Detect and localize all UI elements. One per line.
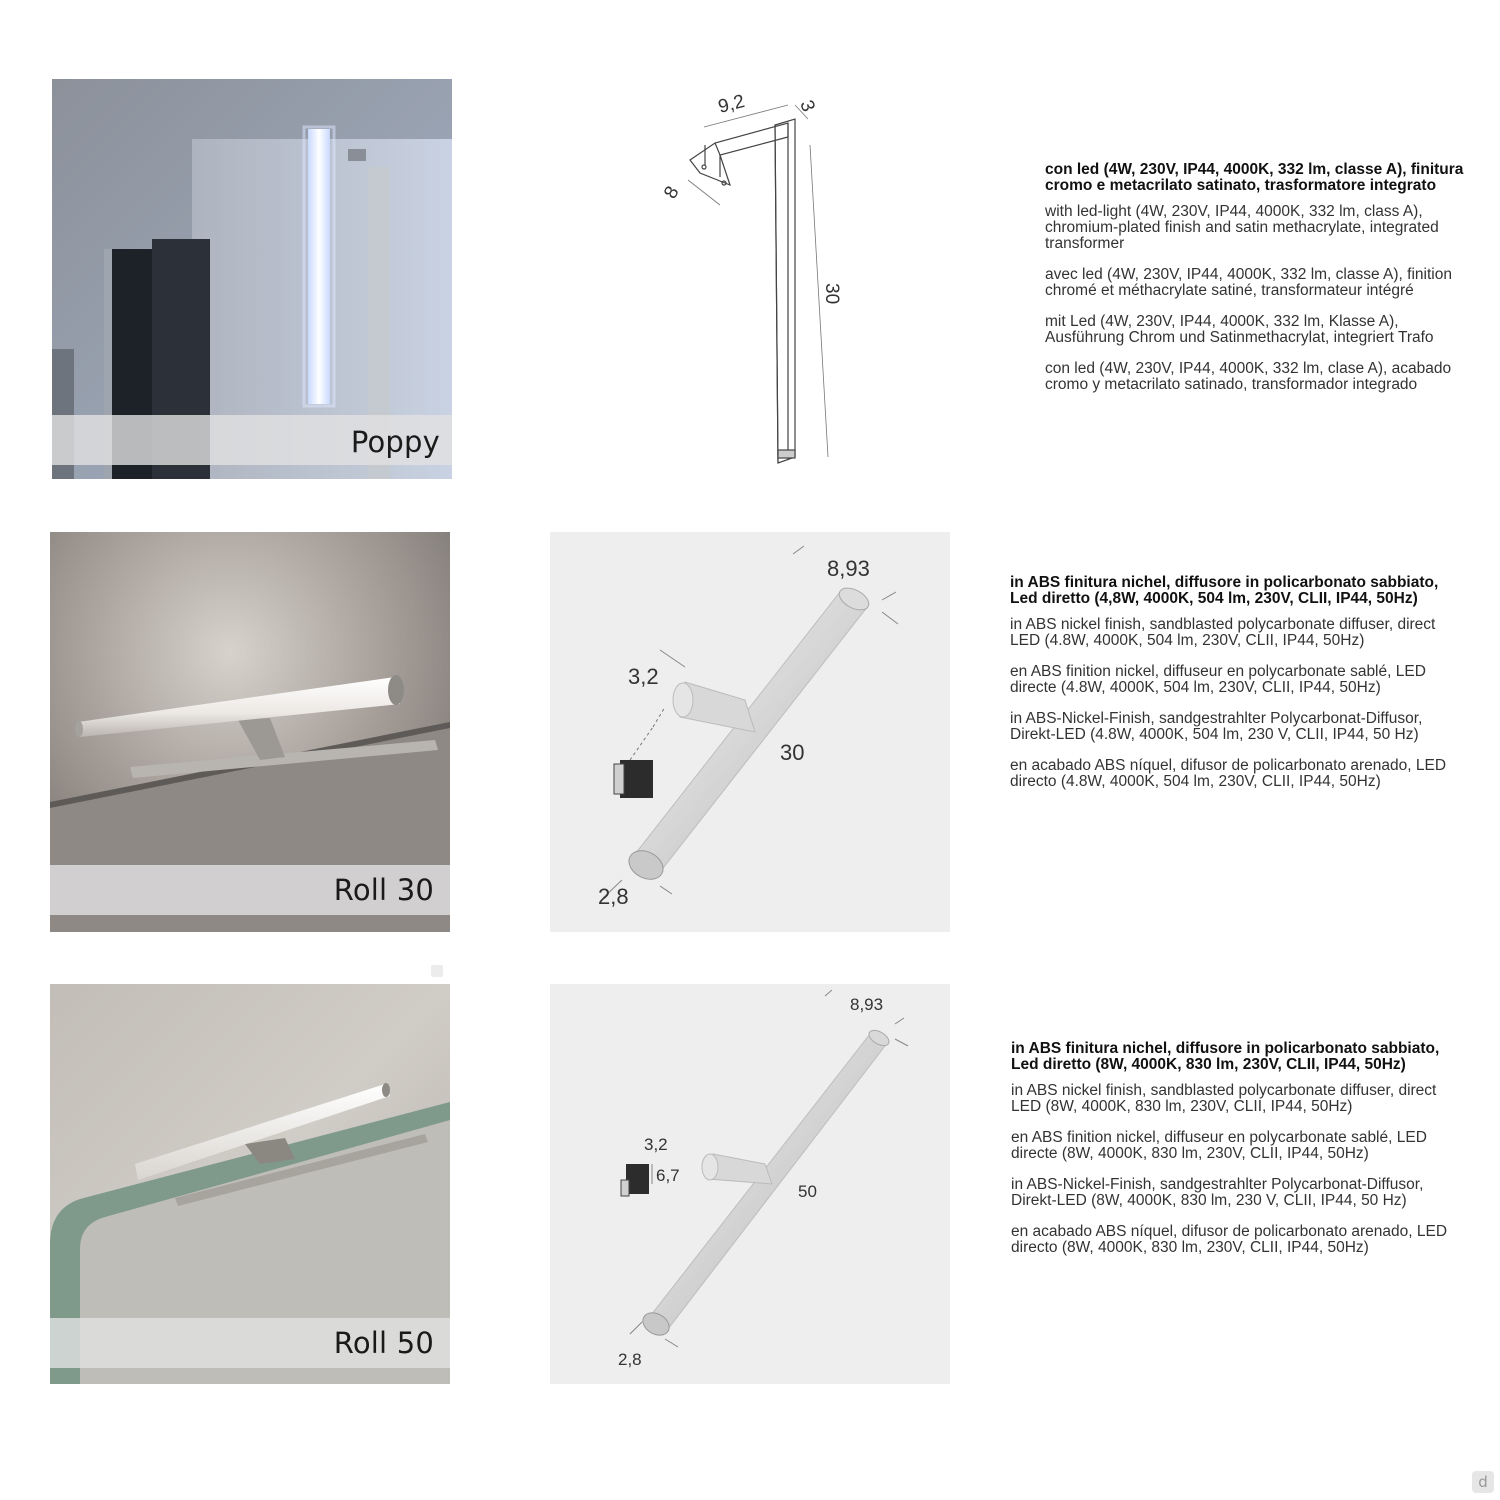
spec-spanish: con led (4W, 230V, IP44, 4000K, 332 lm, clase A), acabado cromo y metacrilato satinado, transformador integrado: [1045, 360, 1452, 393]
spec-italian: con led (4W, 230V, IP44, 4000K, 332 lm, classe A), finitura cromo e metacrilato satinato, trasformatore integrato: [1045, 161, 1464, 194]
spec-german: in ABS-Nickel-Finish, sandgestrahlter Polycarbonat-Diffusor, Direkt-LED (8W, 4000K, 830 lm, 230 V, CLII, IP44, 50 Hz): [1011, 1176, 1424, 1209]
roll50-technical-drawing: [550, 984, 950, 1384]
spec-english: in ABS nickel finish, sandblasted polycarbonate diffuser, direct LED (4.8W, 4000K, 504 lm, 230V, CLII, IP44, 50Hz): [1010, 616, 1436, 649]
roll30-specifications: [1010, 575, 1460, 805]
roll50-specifications: [1011, 1041, 1466, 1271]
spec-italian: in ABS finitura nichel, diffusore in policarbonato sabbiato, Led diretto (8W, 4000K, 830 lm, 230V, CLII, IP44, 50Hz): [1011, 1040, 1440, 1073]
roll30-photo: [50, 532, 450, 932]
roll30-technical-drawing: [550, 532, 950, 932]
poppy-photo: [52, 79, 452, 479]
spec-french: avec led (4W, 230V, IP44, 4000K, 332 lm, classe A), finition chromé et méthacrylate satiné, transformateur intégré: [1045, 266, 1452, 299]
product-name-roll50: Roll 50: [333, 1326, 434, 1360]
poppy-dim-bracket: 8: [660, 182, 684, 203]
spec-spanish: en acabado ABS níquel, difusor de policarbonato arenado, LED directo (8W, 4000K, 830 lm, 230V, CLII, IP44, 50Hz): [1011, 1223, 1448, 1256]
roll50-dim-arm: 3,2: [644, 1135, 668, 1154]
spec-italian: in ABS finitura nichel, diffusore in policarbonato sabbiato, Led diretto (4,8W, 4000K, 504 lm, 230V, CLII, IP44, 50Hz): [1010, 574, 1439, 607]
roll30-dim-top: 8,93: [827, 556, 870, 581]
product-name-roll30: Roll 30: [333, 873, 434, 907]
spec-french: en ABS finition nickel, diffuseur en polycarbonate sablé, LED directe (8W, 4000K, 830 lm, 230V, CLII, IP44, 50Hz): [1011, 1129, 1427, 1162]
spec-french: en ABS finition nickel, diffuseur en polycarbonate sablé, LED directe (4.8W, 4000K, 504 lm, 230V, CLII, IP44, 50Hz): [1010, 663, 1426, 696]
roll50-dim-bracket: 6,7: [656, 1166, 680, 1185]
roll30-dim-length: 30: [780, 740, 805, 765]
product-name-poppy: Poppy: [350, 425, 440, 459]
spec-german: mit Led (4W, 230V, IP44, 4000K, 332 lm, Klasse A), Ausführung Chrom und Satinmethacrylat, integriert Trafo: [1045, 313, 1434, 346]
roll50-dim-diameter: 2,8: [618, 1350, 642, 1369]
poppy-dim-width: 9,2: [716, 91, 747, 118]
spec-english: in ABS nickel finish, sandblasted polycarbonate diffuser, direct LED (8W, 4000K, 830 lm, 230V, CLII, IP44, 50Hz): [1011, 1082, 1437, 1115]
roll50-dim-length: 50: [798, 1182, 817, 1201]
poppy-dim-depth: 3: [795, 97, 819, 115]
roll50-photo: [50, 984, 450, 1384]
roll30-dim-diameter: 2,8: [598, 884, 629, 909]
spec-english: with led-light (4W, 230V, IP44, 4000K, 332 lm, class A), chromium-plated finish and satin methacrylate, integrated transformer: [1045, 203, 1439, 252]
poppy-specifications: [1045, 162, 1475, 408]
poppy-dim-length: 30: [821, 283, 842, 305]
logo-badge: d: [1472, 1471, 1494, 1493]
roll50-dim-top: 8,93: [850, 995, 884, 1014]
small-square-icon: [431, 965, 443, 977]
poppy-technical-drawing: [660, 85, 860, 475]
roll30-dim-arm: 3,2: [628, 664, 659, 689]
spec-german: in ABS-Nickel-Finish, sandgestrahlter Polycarbonat-Diffusor, Direkt-LED (4.8W, 4000K, 504 lm, 230 V, CLII, IP44, 50 Hz): [1010, 710, 1423, 743]
spec-spanish: en acabado ABS níquel, difusor de policarbonato arenado, LED directo (4.8W, 4000K, 504 lm, 230V, CLII, IP44, 50Hz): [1010, 757, 1447, 790]
